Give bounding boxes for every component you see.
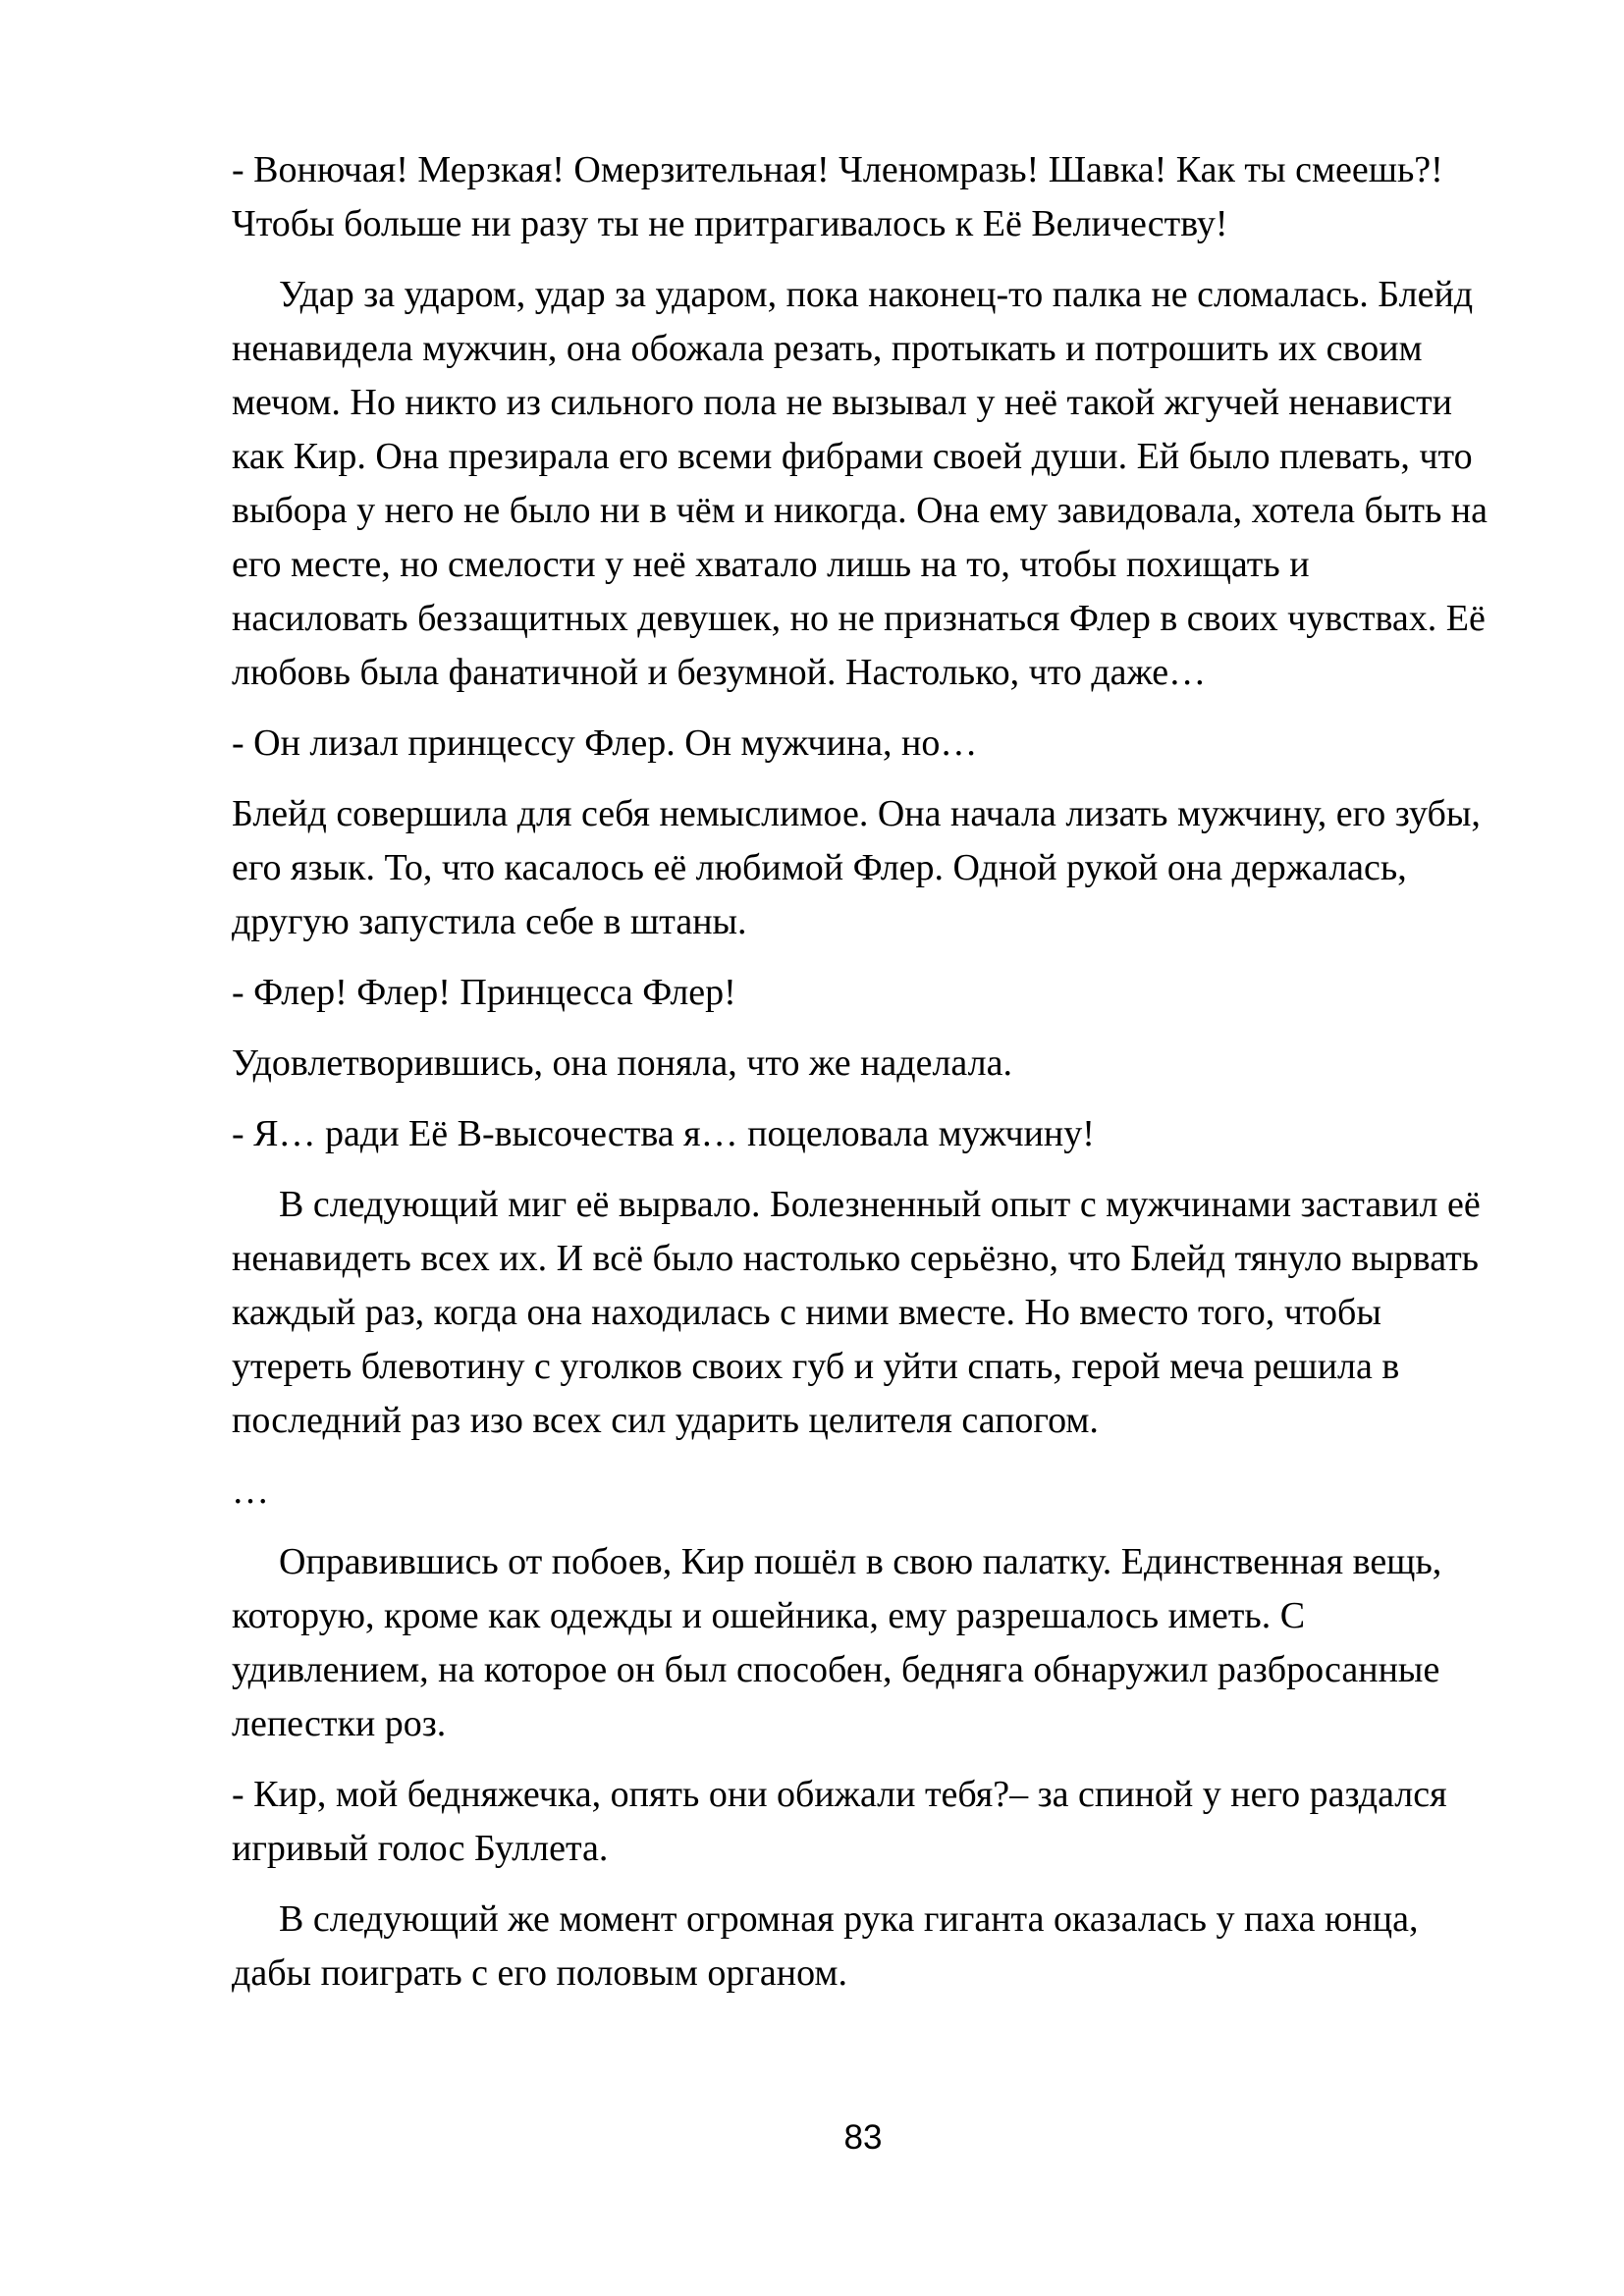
paragraph-dialogue: - Он лизал принцессу Флер. Он мужчина, но… xyxy=(232,722,978,764)
paragraph-narrative: Удовлетворившись, она поняла, что же наделала. xyxy=(232,1042,1012,1084)
paragraph-dialogue: - Кир, мой бедняжечка, опять они обижали тебя?– за спиной у него раздался игривый голос Буллета. xyxy=(232,1774,1457,1869)
page-footer xyxy=(232,2118,1494,2158)
paragraph-ellipsis-break: … xyxy=(232,1470,269,1512)
page-text-block xyxy=(232,143,1497,2017)
page-number: 83 xyxy=(843,2118,883,2157)
paragraph-narrative: Блейд совершила для себя немыслимое. Она начала лизать мужчину, его зубы, его язык. То, что касалось её любимой Флер. Одной рукой она держалась, другую запустила себе в штаны. xyxy=(232,793,1490,942)
paragraph-narrative: Оправившись от побоев, Кир пошёл в свою палатку. Единственная вещь, которую, кроме как одежды и ошейника, ему разрешалось иметь. С удивлением, на которое он был способен, бедняга обнаружил разбросанные лепестки роз. xyxy=(232,1541,1451,1744)
paragraph-narrative: В следующий миг её вырвало. Болезненный опыт с мужчинами заставил её ненавидеть всех их. И всё было настолько серьёзно, что Блейд тянуло вырвать каждый раз, когда она находилась с ними вместе. Но вместо того, чтобы утереть блевотину с уголков своих губ и уйти спать, герой меча решила в последний раз изо всех сил ударить целителя сапогом. xyxy=(232,1184,1490,1441)
paragraph-dialogue: - Я… ради Её В-высочества я… поцеловала мужчину! xyxy=(232,1113,1095,1154)
paragraph-narrative: Удар за ударом, удар за ударом, пока наконец-то палка не сломалась. Блейд ненавидела мужчин, она обожала резать, протыкать и потрошить их своим мечом. Но никто из сильного пола не вызывал у неё такой жгучей ненависти как Кир. Она презирала его всеми фибрами своей души. Ей было плевать, что выбора у него не было ни в чём и никогда. Она ему завидовала, хотела быть на его месте, но смелости у неё хватало лишь на то, чтобы похищать и насиловать беззащитных девушек, но не признаться Флер в своих чувствах. Её любовь была фанатичной и безумной. Настолько, что даже… xyxy=(232,274,1497,693)
paragraph-narrative: В следующий же момент огромная рука гиганта оказалась у паха юнца, дабы поиграть с его половым органом. xyxy=(232,1898,1428,1994)
paragraph-dialogue: - Вонючая! Мерзкая! Омерзительная! Членомразь! Шавка! Как ты смеешь?! Чтобы больше ни разу ты не притрагивалось к Её Величеству! xyxy=(232,149,1453,244)
paragraph-dialogue: - Флер! Флер! Принцесса Флер! xyxy=(232,972,736,1013)
